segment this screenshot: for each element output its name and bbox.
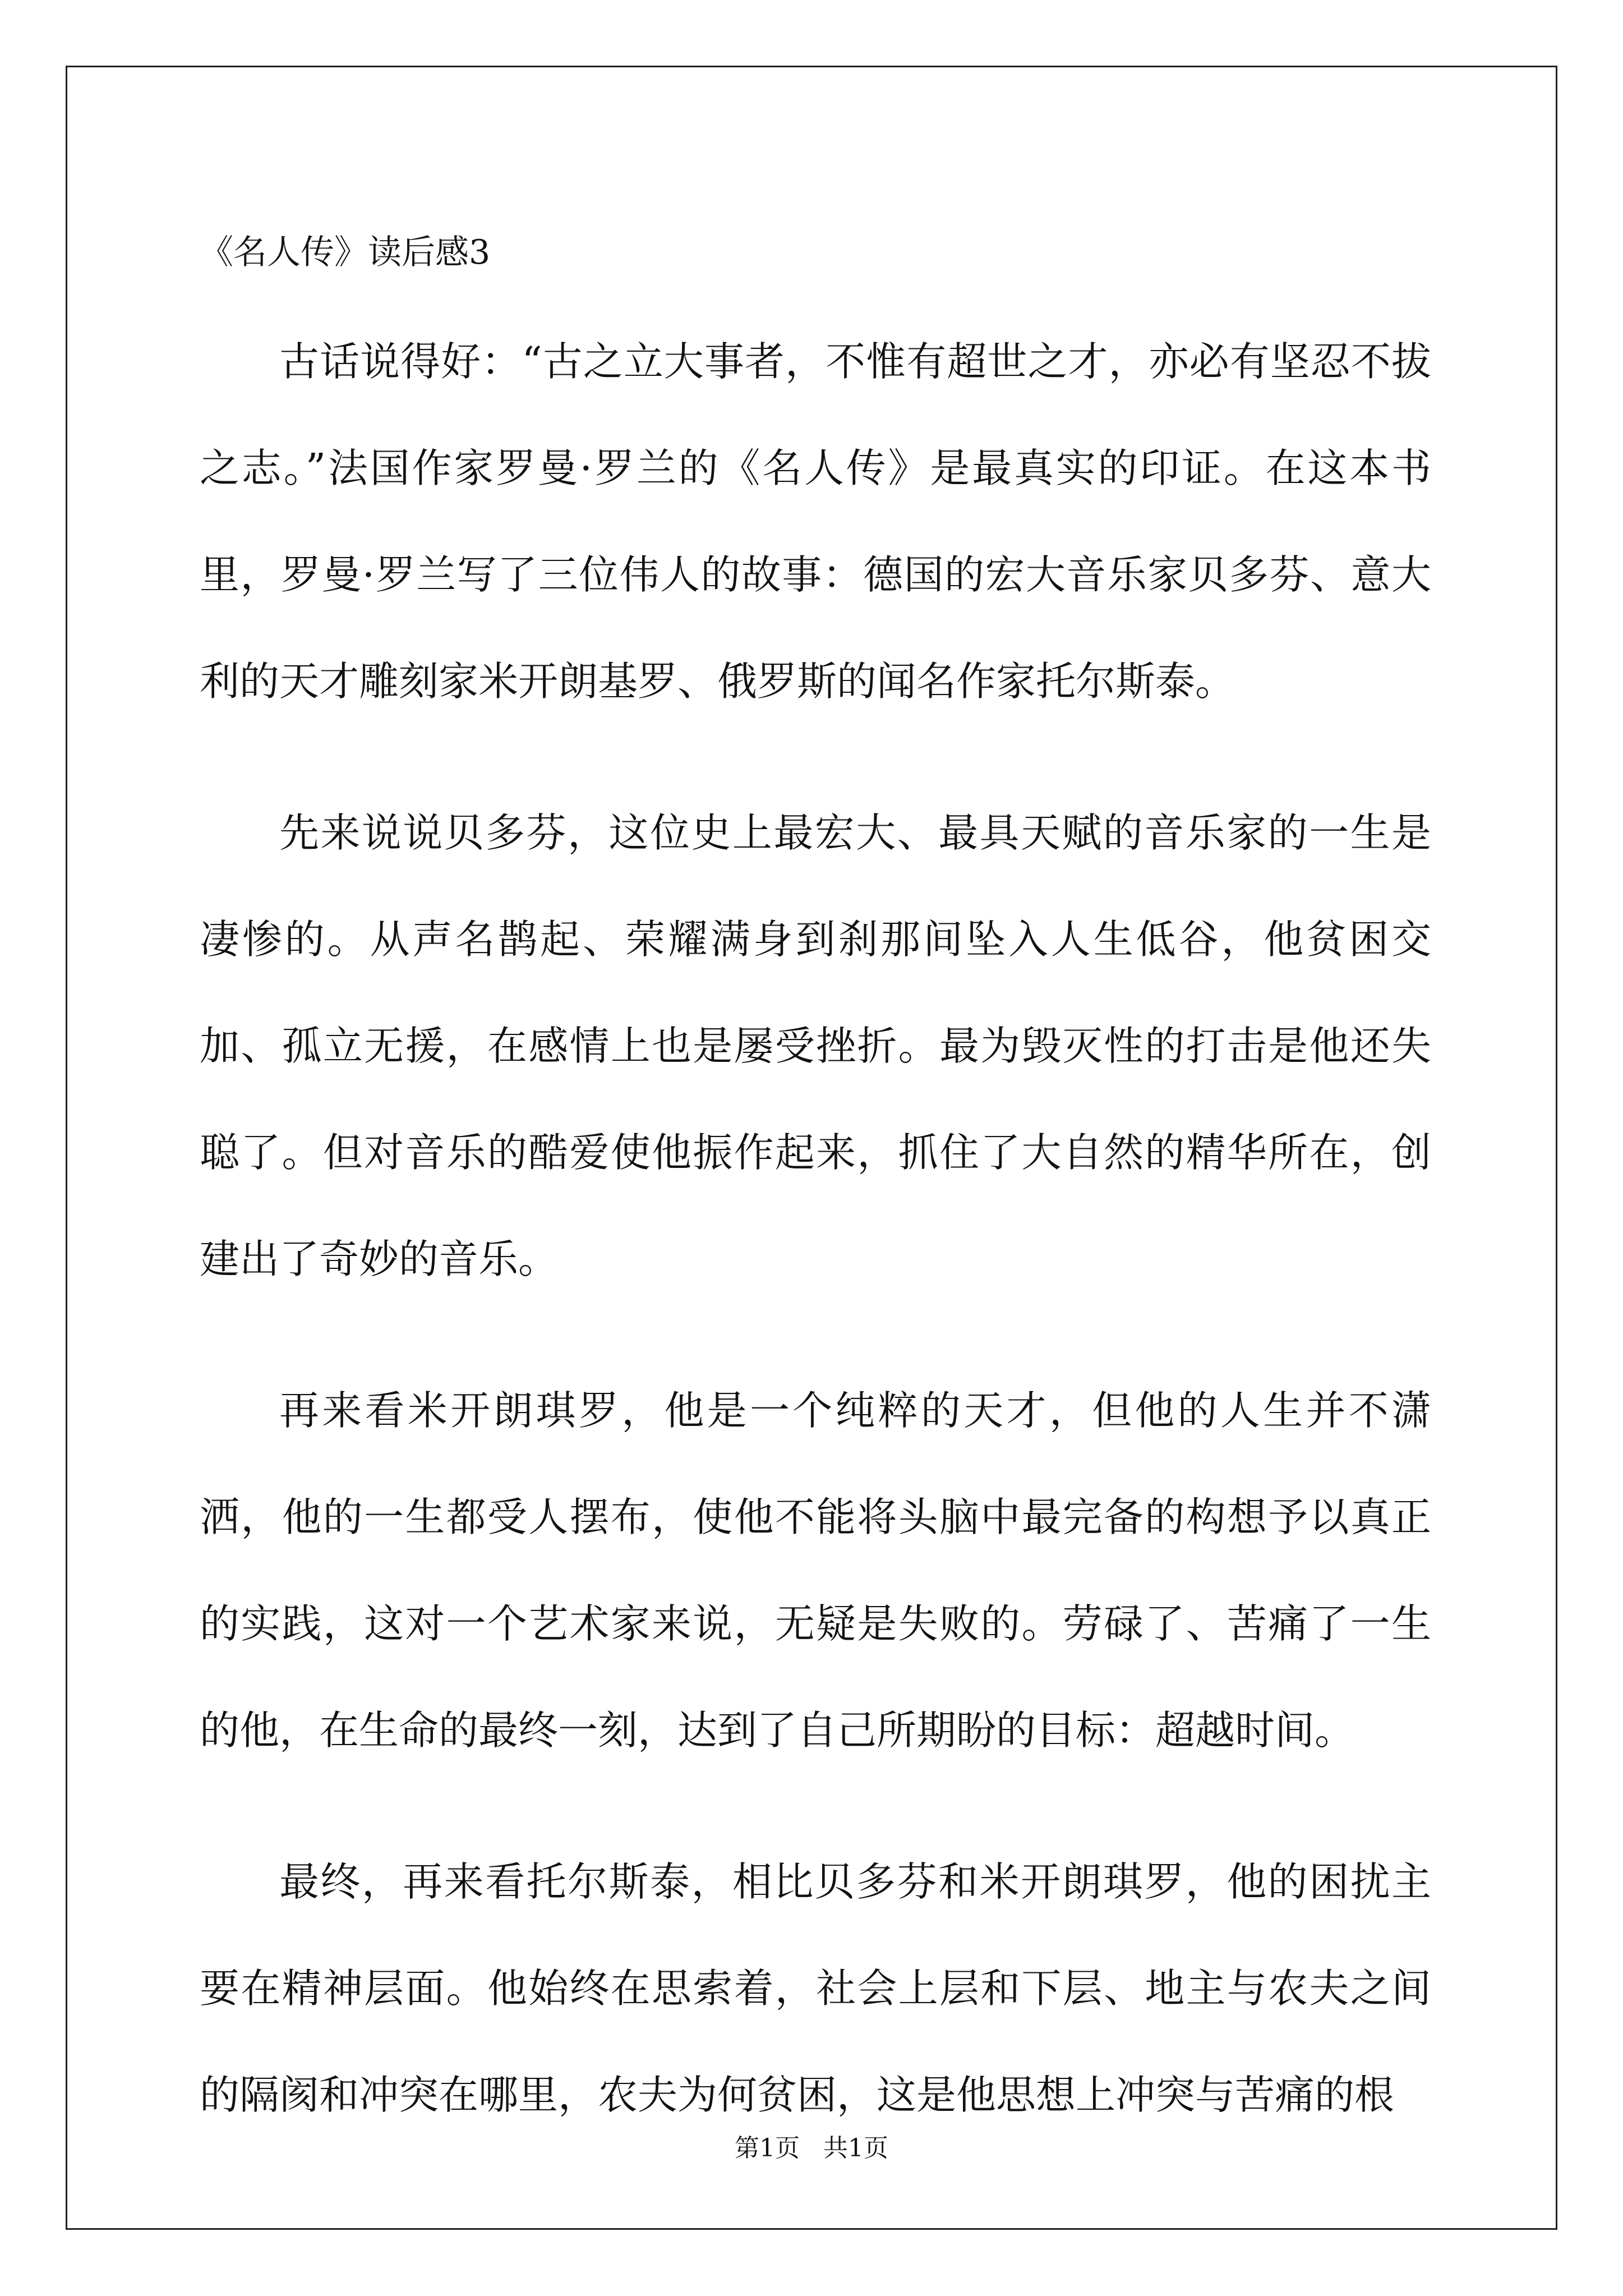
page-footer (0, 2132, 1623, 2165)
paragraph-3: 再来看米开朗琪罗，他是一个纯粹的天才，但他的人生并不潇洒，他的一生都受人摆布，使他不能将头脑中最完备的构想予以真正的实践，这对一个艺术家来说，无疑是失败的。劳碌了、苦痛了一生的他，在生命的最终一刻，达到了自己所期盼的目标：超越时间。 (200, 1387, 1431, 1754)
paragraph-4: 最终，再来看托尔斯泰，相比贝多芬和米开朗琪罗，他的困扰主要在精神层面。他始终在思索着，社会上层和下层、地主与农夫之间的隔阂和冲突在哪里，农夫为何贫困，这是他思想上冲突与苦痛的根 (200, 1858, 1431, 2118)
paragraph-1: 古话说得好：“古之立大事者，不惟有超世之才，亦必有坚忍不拔之志。”法国作家罗曼·罗兰的《名人传》是最真实的印证。在这本书里，罗曼·罗兰写了三位伟人的故事：德国的宏大音乐家贝多芬、意大利的天才雕刻家米开朗基罗、俄罗斯的闻名作家托尔斯泰。 (200, 338, 1431, 705)
page-number: 第1页 (735, 2134, 800, 2162)
page-total: 共1页 (823, 2134, 888, 2162)
document-title: 《名人传》读后感3 (200, 233, 491, 272)
paragraph-2: 先来说说贝多芬，这位史上最宏大、最具天赋的音乐家的一生是凄惨的。从声名鹊起、荣耀满身到刹那间坠入人生低谷，他贫困交加、孤立无援，在感情上也是屡受挫折。最为毁灭性的打击是他还失聪了。但对音乐的酷爱使他振作起来，抓住了大自然的精华所在，创建出了奇妙的音乐。 (200, 809, 1431, 1282)
document-body (200, 219, 1431, 2148)
